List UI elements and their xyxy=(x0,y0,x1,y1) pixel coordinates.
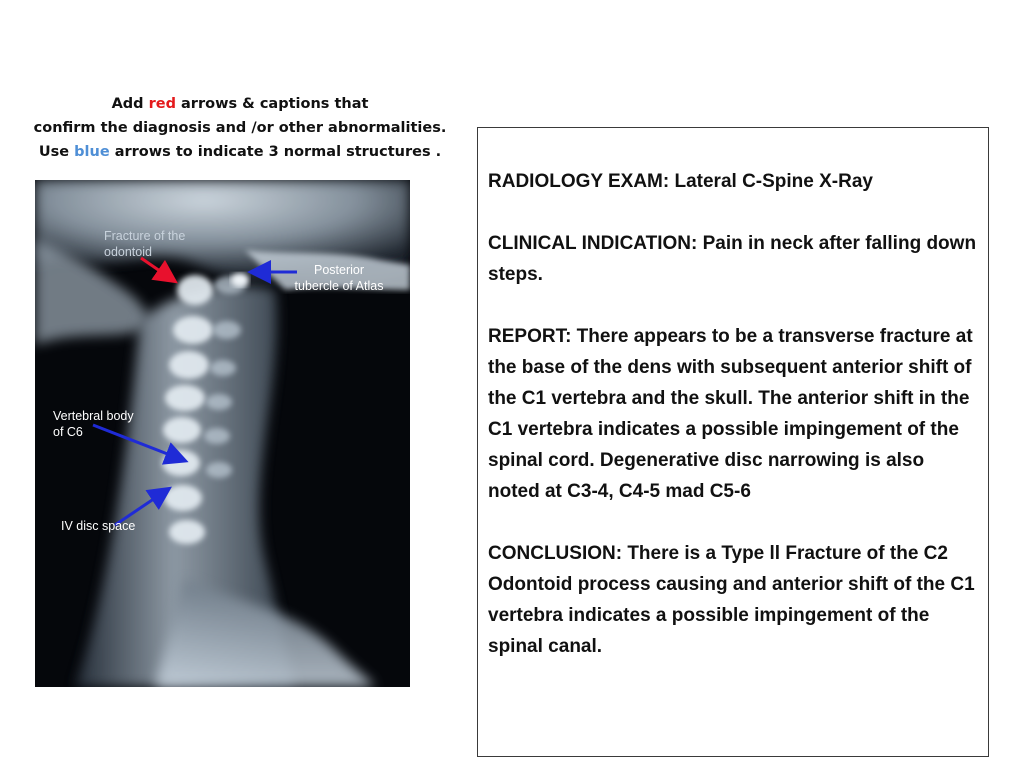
instructions xyxy=(20,92,460,164)
caption-c6: Vertebral body of C6 xyxy=(53,409,134,439)
instruction-text: Add xyxy=(111,96,149,112)
caption-ivdisc: IV disc space xyxy=(61,519,136,533)
instruction-text: arrows & captions that xyxy=(175,96,369,112)
atlas-tubercle xyxy=(231,273,249,287)
report-text: REPORT: There appears to be a transverse fracture at the base of the dens with subsequent anterior shift of the C1 vertebra and the skull. The anterior shift in the C1 vertebra indicates a possible impingement of the spinal cord. Degenerative disc narrowing is also noted at C3-4, C4-5 mad C5-6 xyxy=(488,326,973,502)
caption-tubercle: Posterior tubercle of Atlas xyxy=(294,263,384,293)
instruction-line-1 xyxy=(20,92,460,116)
blue-word: blue xyxy=(74,144,110,160)
clinical-indication: CLINICAL INDICATION: Pain in neck after falling down steps. xyxy=(488,233,977,285)
exam-title: RADIOLOGY EXAM: Lateral C-Spine X-Ray xyxy=(488,171,873,192)
instruction-text: Use xyxy=(38,144,75,160)
caption-fracture: Fracture of the odontoid xyxy=(104,229,186,259)
report-box xyxy=(477,127,989,757)
instruction-line-2: confirm the diagnosis and /or other abnormalities. xyxy=(33,120,447,136)
red-arrow xyxy=(141,258,173,280)
xray-image xyxy=(35,180,410,687)
conclusion-text: CONCLUSION: There is a Type ll Fracture of the C2 Odontoid process causing and anterior shift of the C1 vertebra indicates a possible impingement of the spinal canal. xyxy=(488,543,975,657)
instruction-line-3 xyxy=(20,140,460,164)
instruction-text: arrows to indicate 3 normal structures . xyxy=(109,144,442,160)
red-word: red xyxy=(148,96,176,112)
